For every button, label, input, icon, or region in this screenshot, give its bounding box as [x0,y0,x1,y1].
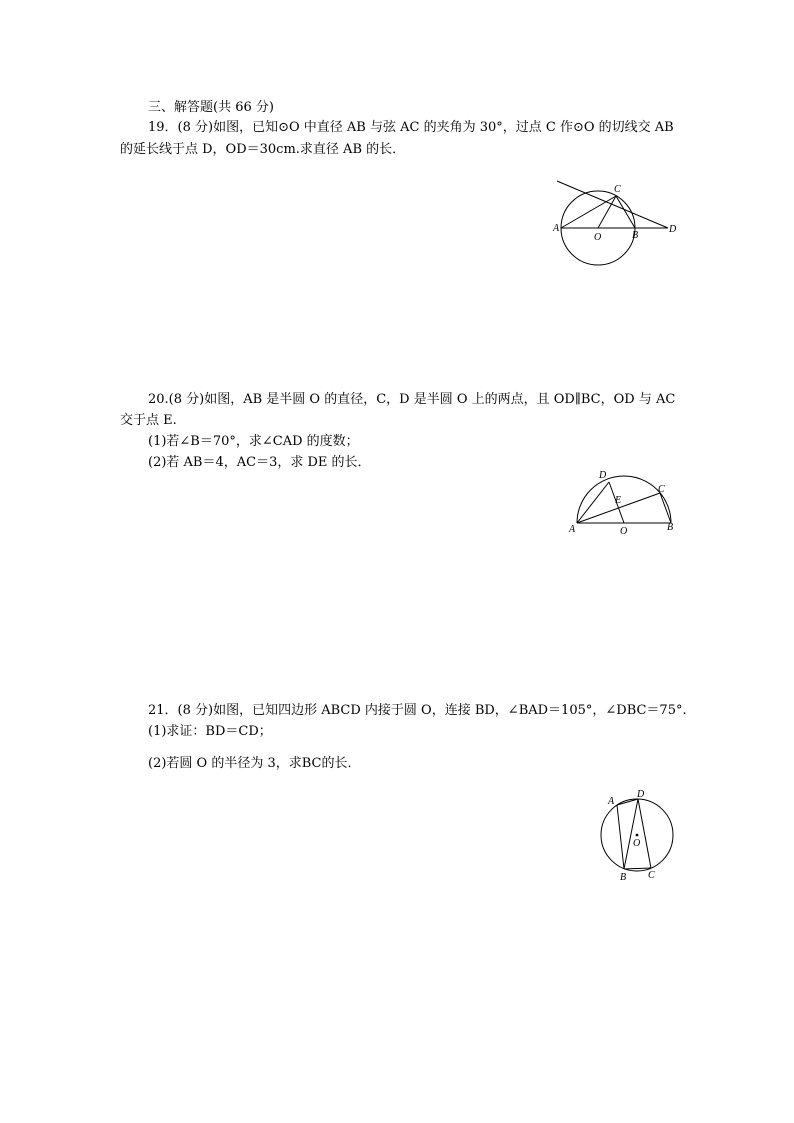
q20-semicircle [577,476,671,523]
q21-side-ab [617,805,624,869]
q20-text-line2: 交于点 E. [120,413,177,428]
q19-label-d: D [669,224,677,235]
q21-label-b: B [620,872,627,883]
q21-side-dc [638,799,651,868]
q19-segment-cb [616,196,635,228]
q21-text-line1: 21．(8 分)如图，已知四边形 ABCD 内接于圆 O，连接 BD，∠BAD＝105°，∠DBC＝75°. [148,703,687,718]
q20-label-c: C [658,484,665,495]
q19-figure [552,178,682,266]
q21-label-c: C [648,870,655,881]
q20-label-o: O [620,526,628,537]
q21-label-a: A [608,796,615,807]
q21-part1: (1)求证：BD＝CD； [148,724,272,739]
q19-label-o: O [594,232,602,243]
q20-label-a: A [569,524,576,535]
q21-figure [596,786,686,884]
q20-figure [564,466,684,538]
q21-label-o: O [633,838,641,849]
q19-chord-ac [561,196,616,228]
q19-label-b: B [632,230,639,241]
q20-part1: (1)若∠B＝70°，求∠CAD 的度数； [148,434,359,449]
q21-center-dot [636,834,639,837]
q21-side-bc [624,868,651,869]
q20-chord-bc [660,493,671,523]
q21-label-d: D [637,789,645,800]
q19-text-line2: 的延长线于点 D，OD＝30cm.求直径 AB 的长． [120,142,406,157]
q19-text-line1: 19．(8 分)如图，已知⊙O 中直径 AB 与弦 AC 的夹角为 30°，过点 C 作⊙O 的切线交 AB [148,120,674,135]
q20-label-b: B [667,522,674,533]
q21-diagonal-bd [624,799,641,869]
section-title: 三、解答题(共 66 分) [148,100,274,115]
q21-part2: (2)若圆 O 的半径为 3，求BC的长． [148,756,361,771]
q20-label-d: D [599,470,607,481]
q19-label-c: C [614,184,621,195]
q20-part2: (2)若 AB＝4，AC＝3，求 DE 的长． [148,455,371,470]
q20-label-e: E [615,495,622,506]
q20-text-line1: 20.(8 分)如图，AB 是半圆 O 的直径，C，D 是半圆 O 上的两点，且 OD∥BC，OD 与 AC [148,392,676,407]
q19-label-a: A [553,223,560,234]
